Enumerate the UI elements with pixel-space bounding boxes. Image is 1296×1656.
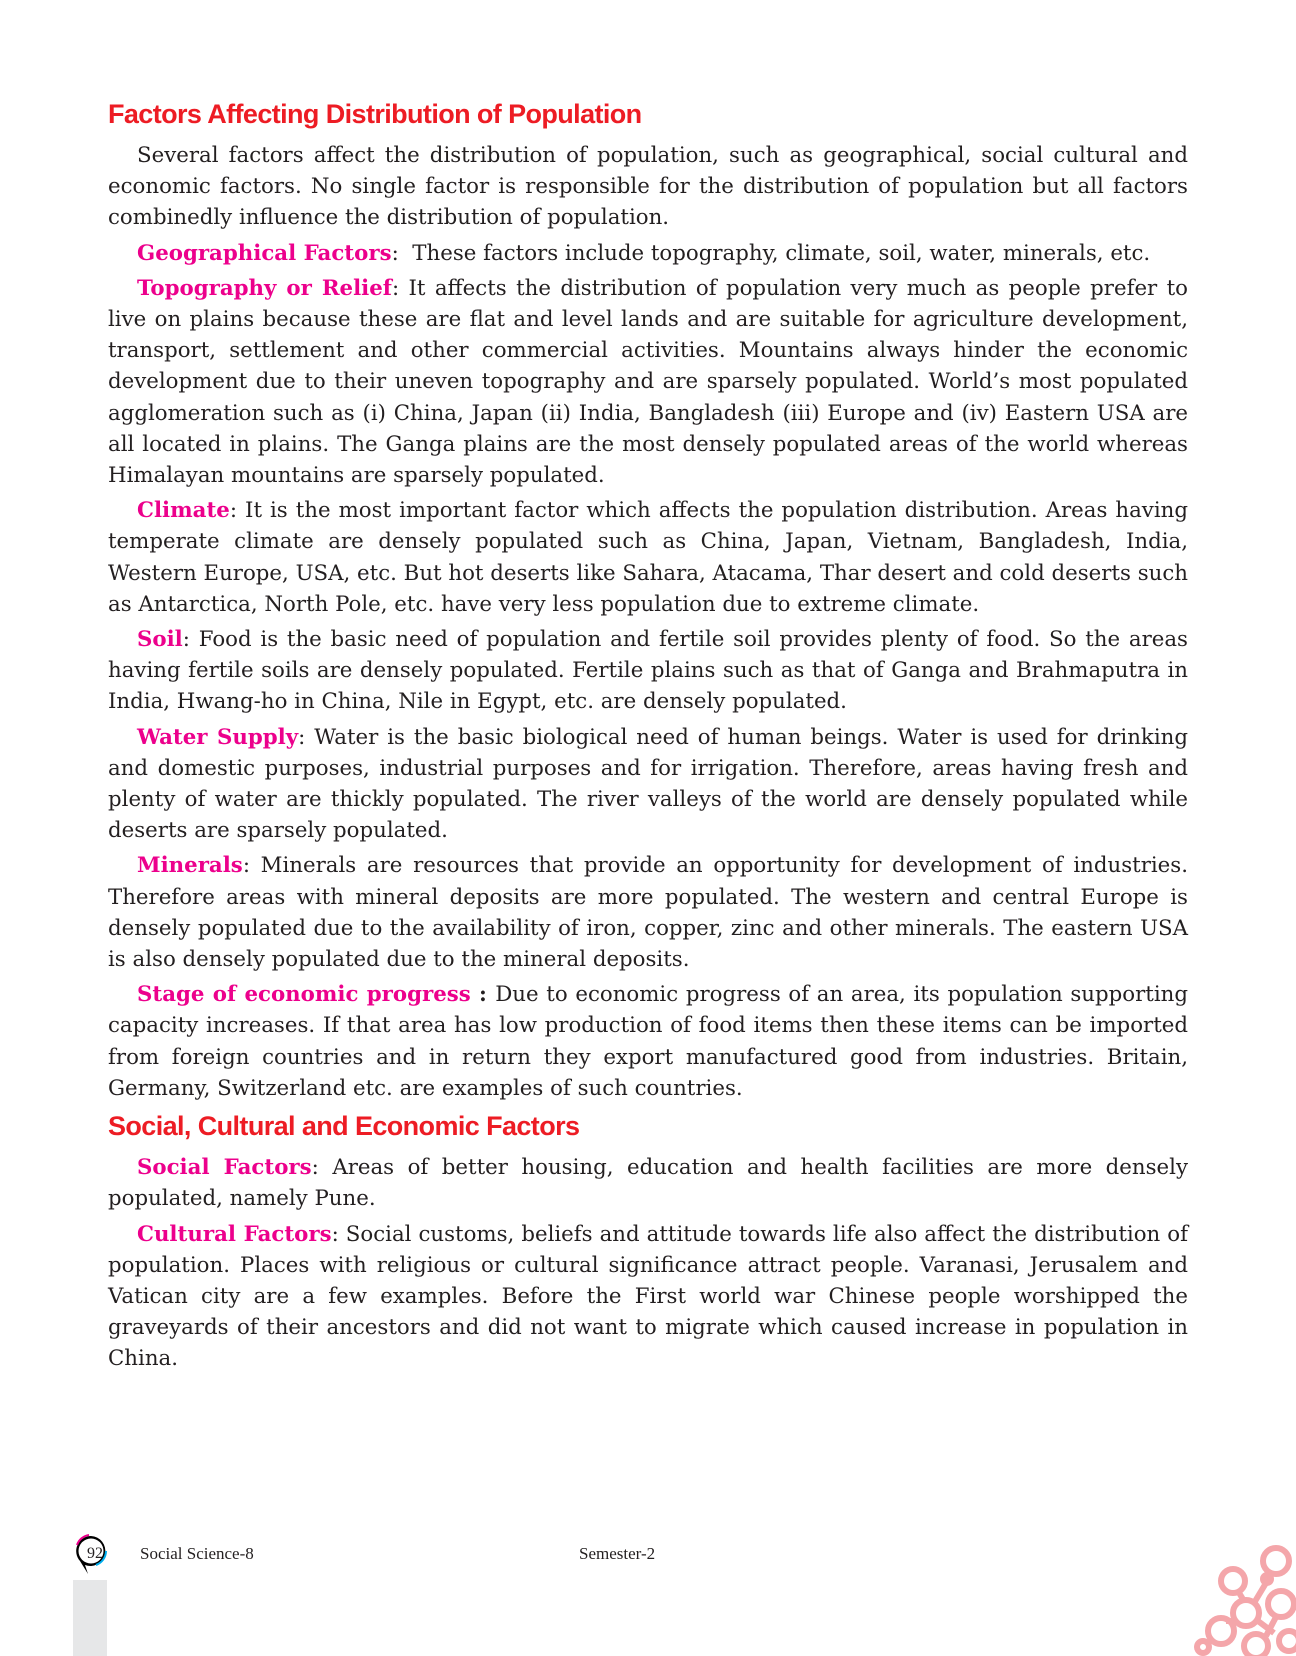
factor-text: Due to economic progress of an area, its population supporting capacity increases. If that area has low production of food items then these items can be imported from foreign countries and in return they export manufactured good from industries. Britain, Germany, Switzerland etc. are examples of such countries.: [108, 982, 1188, 1101]
factor-term: Minerals: [137, 853, 243, 879]
factor-text: These factors include topography, climate, soil, water, minerals, etc.: [412, 240, 1151, 266]
page-content: [108, 96, 1188, 1379]
separator: :: [391, 275, 409, 301]
factor-term: Climate: [137, 498, 230, 524]
factor-term: Social Factors: [137, 1155, 312, 1181]
intro-paragraph: Several factors affect the distribution of population, such as geographical, social cultural and economic factors. No single factor is responsible for the distribution of population but all factors combinedly influence the distribution of population.: [108, 143, 1188, 231]
factor-paragraph: [108, 850, 1188, 975]
factor-text: Water is the basic biological need of human beings. Water is used for drinking and domestic purposes, industrial purposes and for irrigation. Therefore, areas having fresh and plenty of water are thickly populated. The river valleys of the world are densely populated while deserts are sparsely populated.: [108, 724, 1188, 844]
factor-paragraph: [108, 495, 1188, 620]
factor-paragraph: [108, 273, 1188, 491]
factor-paragraph: [108, 1219, 1188, 1375]
separator: :: [391, 240, 413, 266]
separator: :: [311, 1155, 333, 1181]
factor-paragraph: [108, 979, 1188, 1104]
factor-text: It is the most important factor which affects the population distribution. Areas having temperate climate are densely populated such as China, Japan, Vietnam, Bangladesh, India, Western Europe, USA, etc. But hot deserts like Sahara, Atacama, Thar desert and cold deserts such as Antarctica, North Pole, etc. have very less population due to extreme climate.: [108, 498, 1188, 617]
section-heading: Factors Affecting Distribution of Population: [108, 99, 642, 129]
factor-term: Water Supply: [137, 724, 299, 750]
factor-paragraph: [108, 1152, 1188, 1214]
geographical-factors-list: [108, 238, 1188, 1104]
factor-paragraph: [108, 238, 1188, 269]
factor-term: Soil: [137, 627, 183, 653]
factor-text: Food is the basic need of population and fertile soil provides plenty of food. So the areas having fertile soils are densely populated. Fertile plains such as that of Ganga and Brahmaputra in India, Hwang-ho in China, Nile in Egypt, etc. are densely populated.: [108, 627, 1188, 715]
separator: :: [298, 724, 315, 750]
section-heading-social: Social, Cultural and Economic Factors: [108, 1111, 580, 1142]
separator: :: [182, 627, 199, 653]
factor-text: Minerals are resources that provide an opportunity for development of industries. Therefore areas with mineral deposits are more populated. The western and central Europe is densely populated due to the availability of iron, copper, zinc and other minerals. The eastern USA is also densely populated due to the mineral deposits.: [108, 853, 1188, 973]
factor-paragraph: [108, 624, 1188, 718]
separator: :: [242, 853, 261, 879]
page-number: 92: [87, 1545, 103, 1562]
factor-term: Stage of economic progress: [137, 982, 471, 1008]
factor-term: Geographical Factors: [137, 240, 392, 266]
social-factors-list: [108, 1152, 1188, 1374]
book-title: Social Science-8: [140, 1544, 254, 1563]
factor-text: Social customs, beliefs and attitude towards life also affect the distribution of population. Places with religious or cultural significance attract people. Varanasi, Jerusalem and Vatican city are a few examples. Before the First world war Chinese people worshipped the graveyards of their ancestors and did not want to migrate which caused increase in population in China.: [108, 1221, 1188, 1372]
factor-text: It affects the distribution of population very much as people prefer to live on plains because these are flat and level lands and are suitable for agriculture development, transport, settlement and other commercial activities. Mountains always hinder the economic development due to their uneven topography and are sparsely populated. World’s most populated agglomeration such as (i) China, Japan (ii) India, Bangladesh (iii) Europe and (iv) Eastern USA are all located in plains. The Ganga plains are the most densely populated areas of the world whereas Himalayan mountains are sparsely populated.: [108, 275, 1188, 489]
separator: :: [229, 498, 246, 524]
separator: :: [470, 982, 496, 1008]
semester-label: Semester-2: [579, 1544, 656, 1563]
factor-text: Areas of better housing, education and health facilities are more densely populated, namely Pune.: [108, 1155, 1188, 1212]
factor-paragraph: [108, 722, 1188, 847]
molecule-decoration-icon: [1126, 1521, 1296, 1656]
factor-term: Topography or Relief: [137, 275, 392, 301]
margin-strip: [73, 1580, 107, 1656]
factor-term: Cultural Factors: [137, 1221, 332, 1247]
separator: :: [331, 1221, 346, 1247]
